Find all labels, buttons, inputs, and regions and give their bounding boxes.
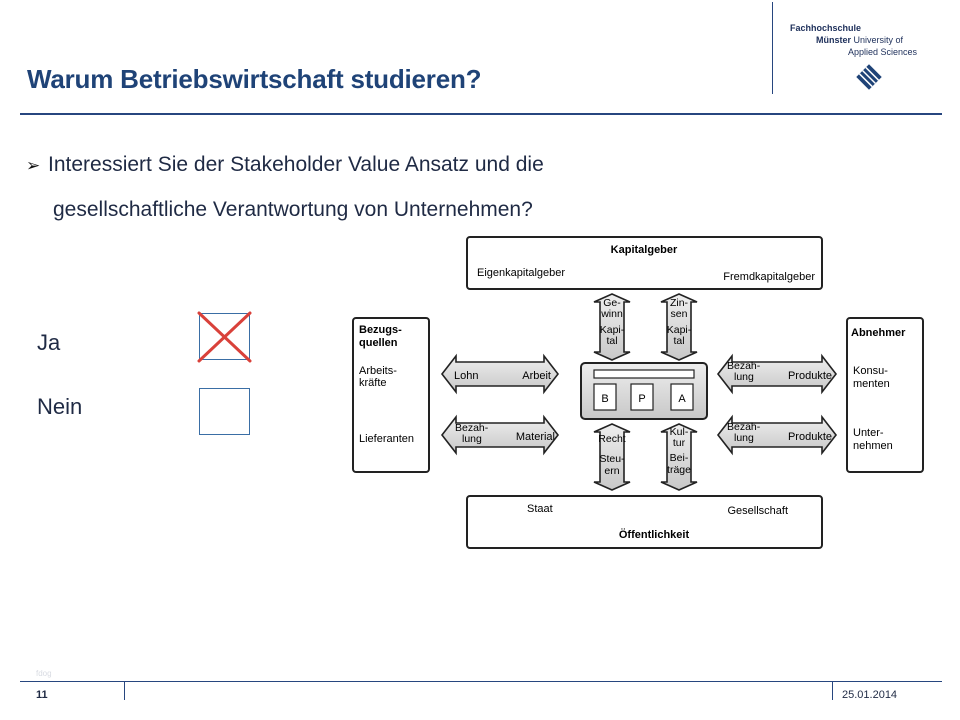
svg-text:Konsu-menten xyxy=(853,365,890,390)
footer-divider xyxy=(20,681,942,682)
center-cell-p: P xyxy=(638,393,646,405)
unternehmen-2: nehmen xyxy=(853,440,893,452)
vertical-arrow-kultur xyxy=(661,424,697,490)
option-nein-checkbox[interactable] xyxy=(199,388,250,435)
oeffentlichkeit-title: Öffentlichkeit xyxy=(618,529,690,541)
logo-line-1: Fachhochschule xyxy=(790,23,862,33)
bezahlung-right1-1: Bezah- xyxy=(727,360,761,372)
page-number: 11 xyxy=(36,689,48,701)
arrow-bullet-icon: ➢ xyxy=(26,156,41,175)
logo-divider xyxy=(772,2,773,94)
unternehmen-center-box xyxy=(581,363,707,419)
fremdkapitalgeber-label: Fremdkapitalgeber xyxy=(723,271,815,283)
eigenkapitalgeber-label: Eigenkapitalgeber xyxy=(477,267,566,279)
vertical-arrow-zinsen xyxy=(661,294,697,360)
oeffentlichkeit-box xyxy=(467,496,822,548)
vertical-arrow-gewinn xyxy=(594,294,630,360)
bezahlung-right1-2: lung xyxy=(734,371,754,383)
abnehmer-box xyxy=(847,318,923,472)
checked-cross-icon xyxy=(196,310,256,366)
kultur-2: tur xyxy=(672,437,686,449)
logo-line-2-bold: Münster xyxy=(816,35,852,45)
gewinn-2: winn xyxy=(601,308,623,320)
konsumenten-1: Konsu- xyxy=(853,365,888,377)
bezugsquellen-title-1: Bezugs- xyxy=(359,324,402,336)
logo-line-3: Applied Sciences xyxy=(848,47,918,57)
title-divider xyxy=(20,113,942,115)
lohn-label: Lohn xyxy=(454,370,479,382)
zinsen-2: sen xyxy=(670,308,688,320)
option-ja-checkbox[interactable] xyxy=(199,313,250,360)
vertical-arrow-recht xyxy=(594,424,630,490)
recht-label: Recht xyxy=(598,433,626,445)
konsumenten-2: menten xyxy=(853,378,890,390)
material-label: Material xyxy=(515,431,555,443)
footer-tick-left xyxy=(124,682,125,700)
svg-text:Bezugs-quellen xyxy=(359,324,402,349)
unternehmen-1: Unter- xyxy=(853,427,884,439)
lieferanten-label: Lieferanten xyxy=(359,433,415,445)
beitraege-2: träge xyxy=(667,464,691,476)
slide-date: 25.01.2014 xyxy=(842,689,898,701)
horizontal-arrow-bezahlung-produkte-2 xyxy=(718,417,836,453)
gewinn-kapital-2: tal xyxy=(606,335,618,347)
gesellschaft-label: Gesellschaft xyxy=(727,505,788,517)
bullet-text xyxy=(26,143,544,232)
beitraege-1: Bei- xyxy=(669,452,689,464)
horizontal-arrow-bezahlung-material xyxy=(442,417,558,453)
arbeitskraefte-1: Arbeits- xyxy=(359,365,397,377)
abnehmer-title: Abnehmer xyxy=(851,327,906,339)
steuern-2: ern xyxy=(604,465,620,477)
option-nein-label: Nein xyxy=(37,394,83,419)
produkte-label-2: Produkte xyxy=(787,431,832,443)
logo-line-2-rest: University of xyxy=(851,35,904,45)
bezahlung-left-1: Bezah- xyxy=(455,422,489,434)
logo-line-2 xyxy=(790,34,950,46)
horizontal-arrow-lohn-arbeit xyxy=(442,356,558,392)
bezugsquellen-title-2: quellen xyxy=(359,337,398,349)
university-logo-text xyxy=(790,22,950,58)
gewinn-kapital-1: Kapi- xyxy=(599,324,625,336)
footer-tick-right xyxy=(832,682,833,700)
bezahlung-left-2: lung xyxy=(462,433,482,445)
slide-title: Warum Betriebswirtschaft studieren? xyxy=(27,64,482,94)
bezahlung-right2-2: lung xyxy=(734,432,754,444)
horizontal-arrow-bezahlung-produkte-1 xyxy=(718,356,836,392)
kultur-1: Kul- xyxy=(669,426,689,438)
bullet-line-1: Interessiert Sie der Stakeholder Value Ansatz und die xyxy=(48,153,544,176)
bezugsquellen-box xyxy=(353,318,429,472)
fh-muenster-logo-icon xyxy=(856,64,882,90)
arbeit-label: Arbeit xyxy=(522,370,551,382)
produkte-label-1: Produkte xyxy=(787,370,832,382)
arbeitskraefte-2: kräfte xyxy=(359,377,387,389)
bezahlung-right2-1: Bezah- xyxy=(727,421,761,433)
zinsen-1: Zin- xyxy=(669,297,689,309)
kapitalgeber-box xyxy=(467,237,822,289)
center-cell-b: B xyxy=(601,393,609,405)
zinsen-kapital-1: Kapi- xyxy=(666,324,692,336)
zinsen-kapital-2: tal xyxy=(673,335,685,347)
center-cell-a: A xyxy=(678,393,686,405)
bullet-line-2: gesellschaftliche Verantwortung von Unternehmen? xyxy=(53,198,533,221)
kapitalgeber-title: Kapitalgeber xyxy=(610,244,678,256)
gewinn-1: Ge- xyxy=(603,297,621,309)
option-ja-label: Ja xyxy=(37,330,61,355)
steuern-1: Steu- xyxy=(599,453,625,465)
footer-faint-text: fdog xyxy=(36,669,52,678)
staat-label: Staat xyxy=(527,503,553,515)
stakeholder-diagram xyxy=(350,232,930,552)
